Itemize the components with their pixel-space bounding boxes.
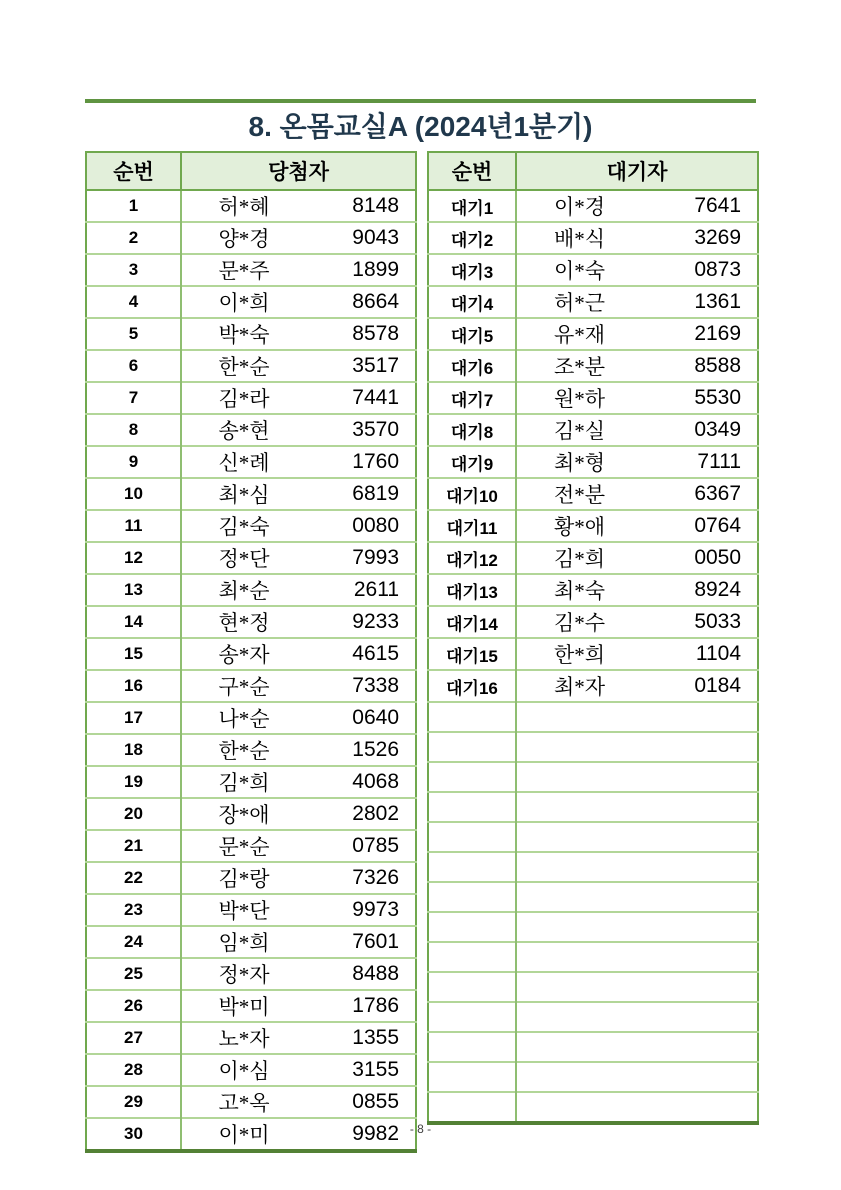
table-row: [428, 1092, 758, 1123]
number-cell: 1899: [306, 254, 416, 286]
name-cell: [516, 1062, 642, 1092]
number-cell: [642, 792, 758, 822]
number-cell: 0640: [306, 702, 416, 734]
table-row: [86, 510, 416, 542]
table-row: [428, 350, 758, 382]
table-row: [428, 792, 758, 822]
table-row: [428, 574, 758, 606]
name-cell: 김*희: [516, 542, 642, 574]
table-row: [86, 830, 416, 862]
name-cell: 정*자: [181, 958, 306, 990]
seq-cell: 27: [86, 1022, 181, 1054]
number-cell: 3269: [642, 222, 758, 254]
number-cell: 4068: [306, 766, 416, 798]
number-cell: 0873: [642, 254, 758, 286]
number-cell: 5530: [642, 382, 758, 414]
seq-cell: [428, 972, 516, 1002]
seq-cell: 대기15: [428, 638, 516, 670]
waitlist-column-header: 대기자: [516, 152, 758, 190]
table-row: [428, 972, 758, 1002]
name-cell: 이*숙: [516, 254, 642, 286]
name-cell: 김*라: [181, 382, 306, 414]
seq-cell: 20: [86, 798, 181, 830]
tables-container: [85, 151, 756, 1153]
table-row: [428, 446, 758, 478]
table-row: [86, 606, 416, 638]
name-cell: 노*자: [181, 1022, 306, 1054]
table-row: [86, 286, 416, 318]
seq-cell: 11: [86, 510, 181, 542]
name-cell: 박*숙: [181, 318, 306, 350]
waitlist-table: [427, 151, 759, 1125]
table-row: [86, 638, 416, 670]
number-cell: 9973: [306, 894, 416, 926]
number-cell: [642, 882, 758, 912]
table-row: [428, 1002, 758, 1032]
name-cell: 장*애: [181, 798, 306, 830]
seq-cell: 대기9: [428, 446, 516, 478]
name-cell: 김*숙: [181, 510, 306, 542]
name-cell: 문*주: [181, 254, 306, 286]
table-row: [86, 894, 416, 926]
seq-cell: [428, 732, 516, 762]
header-row: [86, 152, 416, 190]
table-row: [86, 990, 416, 1022]
seq-cell: [428, 882, 516, 912]
seq-cell: 18: [86, 734, 181, 766]
name-cell: 황*애: [516, 510, 642, 542]
seq-cell: 30: [86, 1118, 181, 1151]
number-cell: 7326: [306, 862, 416, 894]
table-row: [86, 670, 416, 702]
name-cell: 박*미: [181, 990, 306, 1022]
seq-cell: 대기4: [428, 286, 516, 318]
table-row: [86, 702, 416, 734]
name-cell: [516, 1032, 642, 1062]
number-cell: 8488: [306, 958, 416, 990]
number-cell: 6367: [642, 478, 758, 510]
seq-column-header: 순번: [86, 152, 181, 190]
number-cell: 0080: [306, 510, 416, 542]
seq-cell: 대기1: [428, 190, 516, 222]
seq-cell: 26: [86, 990, 181, 1022]
page-number: - 8 -: [409, 1122, 432, 1136]
table-row: [86, 734, 416, 766]
seq-cell: [428, 762, 516, 792]
page-title: 8. 온몸교실A (2024년1분기): [248, 111, 593, 142]
seq-cell: 대기13: [428, 574, 516, 606]
name-cell: 이*심: [181, 1054, 306, 1086]
name-cell: [516, 732, 642, 762]
seq-cell: 15: [86, 638, 181, 670]
waitlist-table-body: [428, 190, 758, 1123]
seq-cell: 9: [86, 446, 181, 478]
name-cell: 고*옥: [181, 1086, 306, 1118]
number-cell: [642, 702, 758, 732]
name-cell: [516, 762, 642, 792]
number-cell: 0855: [306, 1086, 416, 1118]
seq-cell: 7: [86, 382, 181, 414]
name-cell: [516, 1092, 642, 1123]
name-cell: [516, 912, 642, 942]
number-cell: 9233: [306, 606, 416, 638]
table-row: [428, 732, 758, 762]
table-row: [428, 190, 758, 222]
seq-cell: [428, 702, 516, 732]
number-cell: 1361: [642, 286, 758, 318]
name-cell: [516, 822, 642, 852]
number-cell: 0184: [642, 670, 758, 702]
seq-cell: [428, 1092, 516, 1123]
number-cell: [642, 1062, 758, 1092]
table-row: [428, 822, 758, 852]
table-row: [428, 638, 758, 670]
seq-cell: 1: [86, 190, 181, 222]
number-cell: 3155: [306, 1054, 416, 1086]
name-cell: 김*수: [516, 606, 642, 638]
seq-cell: 5: [86, 318, 181, 350]
table-row: [428, 1062, 758, 1092]
number-cell: 8664: [306, 286, 416, 318]
number-cell: 1786: [306, 990, 416, 1022]
table-row: [428, 318, 758, 350]
table-row: [86, 478, 416, 510]
content-area: [85, 99, 756, 1153]
number-cell: 2802: [306, 798, 416, 830]
name-cell: 이*희: [181, 286, 306, 318]
seq-cell: [428, 1032, 516, 1062]
table-row: [86, 958, 416, 990]
table-row: [428, 542, 758, 574]
table-row: [86, 350, 416, 382]
table-row: [428, 606, 758, 638]
name-cell: 한*순: [181, 734, 306, 766]
table-row: [428, 286, 758, 318]
table-row: [86, 222, 416, 254]
name-cell: 허*근: [516, 286, 642, 318]
table-row: [428, 222, 758, 254]
seq-cell: [428, 912, 516, 942]
seq-column-header: 순번: [428, 152, 516, 190]
number-cell: 0785: [306, 830, 416, 862]
seq-cell: [428, 1002, 516, 1032]
number-cell: [642, 942, 758, 972]
seq-cell: 22: [86, 862, 181, 894]
name-cell: 최*심: [181, 478, 306, 510]
seq-cell: 16: [86, 670, 181, 702]
number-cell: 8588: [642, 350, 758, 382]
table-row: [428, 882, 758, 912]
name-cell: [516, 702, 642, 732]
seq-cell: 13: [86, 574, 181, 606]
number-cell: 9043: [306, 222, 416, 254]
table-row: [86, 574, 416, 606]
seq-cell: 8: [86, 414, 181, 446]
number-cell: 8148: [306, 190, 416, 222]
table-row: [86, 254, 416, 286]
table-row: [86, 414, 416, 446]
seq-cell: 19: [86, 766, 181, 798]
seq-cell: 12: [86, 542, 181, 574]
seq-cell: [428, 942, 516, 972]
table-row: [86, 318, 416, 350]
waitlist-table-header: [428, 152, 758, 190]
name-cell: 양*경: [181, 222, 306, 254]
number-cell: 1760: [306, 446, 416, 478]
name-cell: 박*단: [181, 894, 306, 926]
table-row: [428, 414, 758, 446]
winners-table-body: [86, 190, 416, 1151]
name-cell: 전*분: [516, 478, 642, 510]
number-cell: 5033: [642, 606, 758, 638]
name-cell: 이*미: [181, 1118, 306, 1151]
name-cell: 김*실: [516, 414, 642, 446]
number-cell: 2611: [306, 574, 416, 606]
number-cell: [642, 1092, 758, 1123]
name-cell: 최*자: [516, 670, 642, 702]
seq-cell: [428, 822, 516, 852]
name-cell: 유*재: [516, 318, 642, 350]
table-row: [428, 762, 758, 792]
number-cell: 7338: [306, 670, 416, 702]
seq-cell: 대기8: [428, 414, 516, 446]
table-row: [86, 926, 416, 958]
number-cell: 7111: [642, 446, 758, 478]
seq-cell: 대기12: [428, 542, 516, 574]
name-cell: [516, 792, 642, 822]
number-cell: 8924: [642, 574, 758, 606]
number-cell: [642, 732, 758, 762]
table-row: [428, 254, 758, 286]
seq-cell: 23: [86, 894, 181, 926]
number-cell: 6819: [306, 478, 416, 510]
name-cell: 송*자: [181, 638, 306, 670]
table-row: [86, 798, 416, 830]
name-cell: 한*순: [181, 350, 306, 382]
table-row: [86, 542, 416, 574]
name-cell: 배*식: [516, 222, 642, 254]
name-cell: 문*순: [181, 830, 306, 862]
table-row: [428, 852, 758, 882]
seq-cell: 17: [86, 702, 181, 734]
name-cell: 김*랑: [181, 862, 306, 894]
seq-cell: 2: [86, 222, 181, 254]
table-row: [86, 1086, 416, 1118]
number-cell: 9982: [306, 1118, 416, 1151]
name-cell: [516, 942, 642, 972]
number-cell: 0764: [642, 510, 758, 542]
name-cell: 현*정: [181, 606, 306, 638]
name-cell: 김*희: [181, 766, 306, 798]
seq-cell: 3: [86, 254, 181, 286]
name-cell: [516, 852, 642, 882]
name-cell: 최*숙: [516, 574, 642, 606]
seq-cell: [428, 852, 516, 882]
number-cell: [642, 822, 758, 852]
seq-cell: 대기2: [428, 222, 516, 254]
seq-cell: 25: [86, 958, 181, 990]
number-cell: 7601: [306, 926, 416, 958]
seq-cell: 28: [86, 1054, 181, 1086]
table-row: [86, 1022, 416, 1054]
table-row: [86, 446, 416, 478]
name-cell: 한*희: [516, 638, 642, 670]
number-cell: 3570: [306, 414, 416, 446]
number-cell: 3517: [306, 350, 416, 382]
seq-cell: [428, 792, 516, 822]
name-cell: 송*현: [181, 414, 306, 446]
seq-cell: 대기6: [428, 350, 516, 382]
name-cell: [516, 972, 642, 1002]
table-row: [428, 912, 758, 942]
name-cell: [516, 1002, 642, 1032]
winners-table-header: [86, 152, 416, 190]
name-cell: 구*순: [181, 670, 306, 702]
seq-cell: 대기14: [428, 606, 516, 638]
number-cell: 2169: [642, 318, 758, 350]
seq-cell: 대기11: [428, 510, 516, 542]
winners-table: [85, 151, 417, 1153]
name-cell: 최*순: [181, 574, 306, 606]
seq-cell: 대기7: [428, 382, 516, 414]
header-row: [428, 152, 758, 190]
seq-cell: 24: [86, 926, 181, 958]
seq-cell: 6: [86, 350, 181, 382]
number-cell: 1104: [642, 638, 758, 670]
winners-column-header: 당첨자: [181, 152, 416, 190]
table-row: [428, 942, 758, 972]
table-row: [428, 702, 758, 732]
number-cell: [642, 972, 758, 1002]
number-cell: 4615: [306, 638, 416, 670]
seq-cell: 대기16: [428, 670, 516, 702]
number-cell: 0050: [642, 542, 758, 574]
number-cell: [642, 762, 758, 792]
seq-cell: 대기5: [428, 318, 516, 350]
table-row: [86, 1054, 416, 1086]
table-row: [86, 862, 416, 894]
seq-cell: 4: [86, 286, 181, 318]
name-cell: 나*순: [181, 702, 306, 734]
seq-cell: 21: [86, 830, 181, 862]
table-row: [86, 190, 416, 222]
number-cell: 7641: [642, 190, 758, 222]
seq-cell: [428, 1062, 516, 1092]
number-cell: 8578: [306, 318, 416, 350]
name-cell: [516, 882, 642, 912]
table-row: [428, 382, 758, 414]
number-cell: [642, 912, 758, 942]
number-cell: [642, 1032, 758, 1062]
seq-cell: 10: [86, 478, 181, 510]
name-cell: 임*희: [181, 926, 306, 958]
seq-cell: 14: [86, 606, 181, 638]
number-cell: 7441: [306, 382, 416, 414]
name-cell: 신*례: [181, 446, 306, 478]
name-cell: 최*형: [516, 446, 642, 478]
name-cell: 원*하: [516, 382, 642, 414]
table-row: [86, 382, 416, 414]
number-cell: 0349: [642, 414, 758, 446]
seq-cell: 대기3: [428, 254, 516, 286]
table-row: [428, 510, 758, 542]
number-cell: [642, 852, 758, 882]
name-cell: 정*단: [181, 542, 306, 574]
number-cell: 1526: [306, 734, 416, 766]
table-row: [428, 1032, 758, 1062]
number-cell: [642, 1002, 758, 1032]
name-cell: 조*분: [516, 350, 642, 382]
number-cell: 1355: [306, 1022, 416, 1054]
table-row: [428, 478, 758, 510]
seq-cell: 29: [86, 1086, 181, 1118]
name-cell: 허*혜: [181, 190, 306, 222]
seq-cell: 대기10: [428, 478, 516, 510]
table-row: [428, 670, 758, 702]
table-row: [86, 766, 416, 798]
number-cell: 7993: [306, 542, 416, 574]
name-cell: 이*경: [516, 190, 642, 222]
